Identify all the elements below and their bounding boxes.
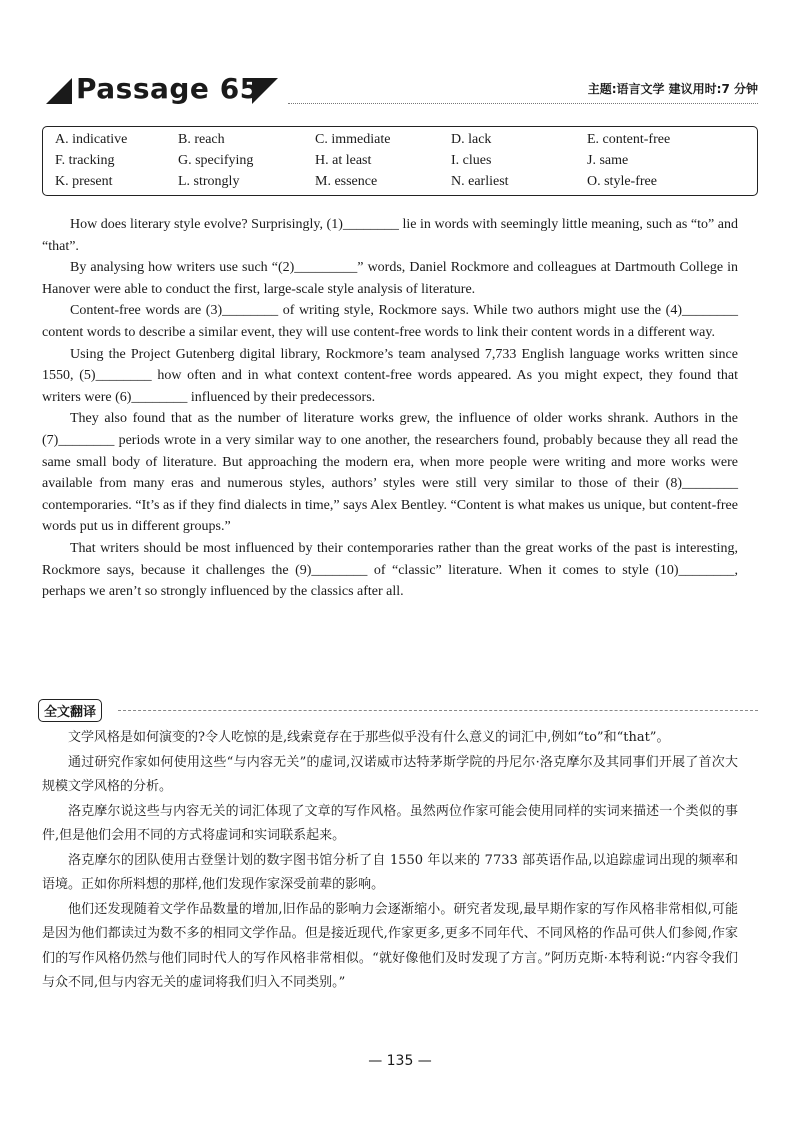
passage-paragraph: Using the Project Gutenberg digital library, Rockmore’s team analysed 7,733 English language works written since 1550, (5)________ how often and in what context content-free words appeared. As you might expect, they found that writers were (6)________ influenced by their predecessors. bbox=[42, 346, 738, 405]
passage-header bbox=[42, 70, 758, 108]
passage-number: 65 bbox=[219, 72, 260, 105]
word-option: B. reach bbox=[178, 132, 225, 147]
passage-paragraph: That writers should be most influenced by their contemporaries rather than the great works of the past is interesting, Rockmore says, because it challenges the (9)________ of “classic” literature. When it comes to style (10)________, perhaps we aren’t so strongly influenced by the classics after all. bbox=[42, 540, 738, 600]
passage-label: Passage bbox=[76, 72, 210, 105]
word-option: D. lack bbox=[451, 132, 492, 147]
word-option: E. content-free bbox=[587, 132, 671, 147]
translation-label: 全文翻译 bbox=[38, 699, 102, 722]
word-option: O. style-free bbox=[587, 174, 657, 189]
word-option: F. tracking bbox=[55, 153, 115, 168]
translation-paragraph: 文学风格是如何演变的?令人吃惊的是,线索竟存在于那些似乎没有什么意义的词汇中,例如“to”和“that”。 bbox=[68, 730, 670, 745]
translation-paragraph: 通过研究作家如何使用这些“与内容无关”的虚词,汉诺威市达特茅斯学院的丹尼尔·洛克摩尔及其同事们开展了首次大规模文学风格的分析。 bbox=[42, 754, 738, 794]
header-divider bbox=[288, 103, 758, 104]
passage-body bbox=[42, 214, 738, 603]
word-bank bbox=[42, 126, 758, 196]
page-number: — 135 — bbox=[368, 1053, 432, 1069]
translation-paragraph: 洛克摩尔说这些与内容无关的词汇体现了文章的写作风格。虽然两位作家可能会使用同样的实词来描述一个类似的事件,但是他们会用不同的方式将虚词和实词联系起来。 bbox=[42, 803, 738, 843]
passage-title bbox=[76, 72, 260, 105]
word-option: L. strongly bbox=[178, 174, 240, 189]
passage-paragraph: Content-free words are (3)________ of writing style, Rockmore says. While two authors might use the (4)________ content words to describe a similar event, they will use content-free words to link their content words in a different way. bbox=[42, 303, 738, 340]
word-option: G. specifying bbox=[178, 153, 254, 168]
passage-paragraph: By analysing how writers use such “(2)_________” words, Daniel Rockmore and colleagues at Dartmouth College in Hanover were able to conduct the first, large-scale style analysis of literature. bbox=[42, 260, 738, 297]
translation-body bbox=[42, 726, 738, 996]
word-option: N. earliest bbox=[451, 174, 509, 189]
translation-paragraph: 洛克摩尔的团队使用古登堡计划的数字图书馆分析了自 1550 年以来的 7733 部英语作品,以追踪虚词出现的频率和语境。正如你所料想的那样,他们发现作家深受前辈的影响。 bbox=[42, 852, 738, 892]
passage-paragraph: They also found that as the number of literature works grew, the influence of older works shrank. Authors in the (7)________ periods wrote in a very similar way to one another, the researchers found, probably because they all read the same small body of literature. But approaching the modern era, when more people were writing and more works were available from many eras and numerous styles, authors’ styles were still very similar to those of their (8)________ contemporaries. “It’s as if they find dialects in time,” says Alex Bentley. “Content is what makes us unique, but content-free words put us in different groups.” bbox=[42, 411, 738, 535]
topic-time-info: 主题:语言文学 建议用时:7 分钟 bbox=[587, 82, 758, 96]
word-option: H. at least bbox=[315, 153, 372, 168]
word-option: C. immediate bbox=[315, 132, 391, 147]
triangle-left-icon bbox=[46, 78, 72, 104]
translation-divider bbox=[118, 710, 758, 711]
translation-header bbox=[38, 699, 758, 721]
word-option: A. indicative bbox=[55, 132, 128, 147]
translation-paragraph: 他们还发现随着文学作品数量的增加,旧作品的影响力会逐渐缩小。研究者发现,最早期作家的写作风格非常相似,可能是因为他们都读过为数不多的相同文学作品。但是接近现代,作家更多,更多不同年代、不同风格的作品可供人们参阅,作家们的写作风格仍然与他们同时代人的写作风格非常相似。“就好像他们及时发现了方言。”阿历克斯·本特利说:“内容令我们与众不同,但与内容无关的虚词将我们归入不同类别。” bbox=[42, 901, 738, 990]
passage-paragraph: How does literary style evolve? Surprisingly, (1)________ lie in words with seemingly little meaning, such as “to” and “that”. bbox=[42, 217, 738, 254]
word-option: J. same bbox=[587, 153, 629, 168]
word-option: K. present bbox=[55, 174, 113, 189]
word-option: M. essence bbox=[315, 174, 378, 189]
word-option: I. clues bbox=[451, 153, 492, 168]
triangle-right-icon bbox=[252, 78, 278, 104]
